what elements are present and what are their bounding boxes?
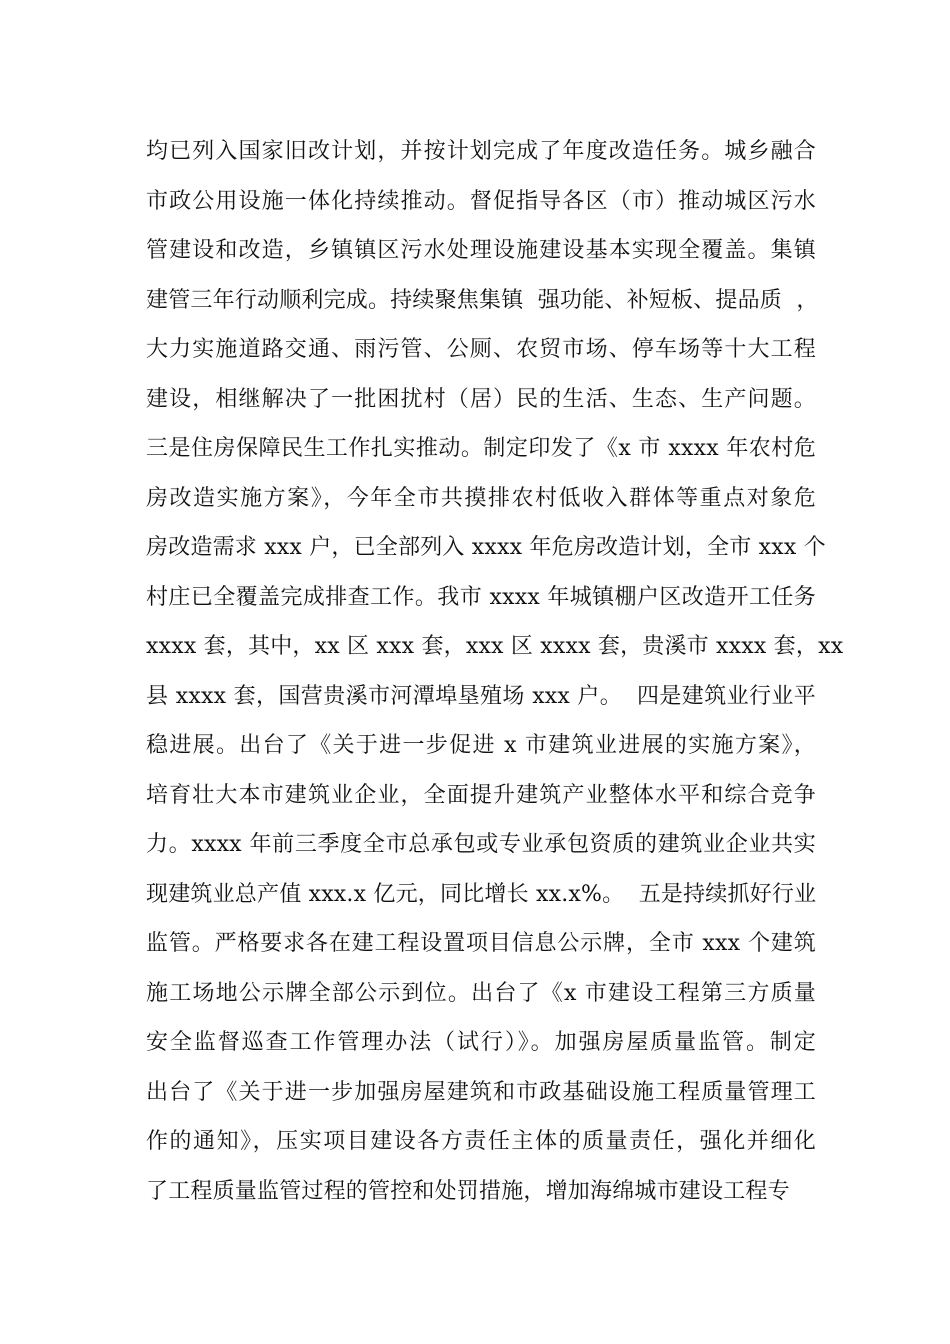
text-line: 培育壮大本市建筑业企业，全面提升建筑产业整体水平和综合竞争 xyxy=(146,782,816,808)
text-line: 施工场地公示牌全部公示到位。出台了《x 市建设工程第三方质量 xyxy=(146,980,816,1006)
text-line: 作的通知》，压实项目建设各方责任主体的质量责任，强化并细化 xyxy=(146,1129,816,1154)
text-line: xxxx 套，其中，xx 区 xxx 套，xxx 区 xxxx 套，贵溪市 xxxx 套，xx xyxy=(146,634,844,659)
text-line: 县 xxxx 套，国营贵溪市河潭埠垦殖场 xxx 户。 四是建筑业行业平 xyxy=(146,683,816,709)
text-line: 房改造实施方案》，今年全市共摸排农村低收入群体等重点对象危 xyxy=(146,485,816,511)
text-line: 三是住房保障民生工作扎实推动。制定印发了《x 市 xxxx 年农村危 xyxy=(146,436,816,461)
text-line: 稳进展。出台了《关于进一步促进 x 市建筑业进展的实施方案》， xyxy=(146,733,816,758)
text-line: 建设，相继解决了一批困扰村（居）民的生活、生态、生产问题。 xyxy=(146,386,816,412)
text-line: 出台了《关于进一步加强房屋建筑和市政基础设施工程质量管理工 xyxy=(146,1079,816,1105)
text-line: 房改造需求 xxx 户，已全部列入 xxxx 年危房改造计划，全市 xxx 个 xyxy=(146,535,826,560)
body-text xyxy=(146,132,844,1221)
text-line: 力。xxxx 年前三季度全市总承包或专业承包资质的建筑业企业共实 xyxy=(146,832,816,857)
text-line: 市政公用设施一体化持续推动。督促指导各区（市）推动城区污水 xyxy=(146,188,816,214)
text-line: 村庄已全覆盖完成排查工作。我市 xxxx 年城镇棚户区改造开工任务 xyxy=(146,584,816,610)
text-line: 管建设和改造，乡镇镇区污水处理设施建设基本实现全覆盖。集镇 xyxy=(146,238,816,263)
text-line: 大力实施道路交通、雨污管、公厕、农贸市场、停车场等十大工程 xyxy=(146,337,816,362)
text-line: 现建筑业总产值 xxx.x 亿元，同比增长 xx.x%。 五是持续抓好行业 xyxy=(146,881,817,907)
text-line: 均已列入国家旧改计划，并按计划完成了年度改造任务。城乡融合 xyxy=(146,139,816,164)
text-line: 监管。严格要求各在建工程设置项目信息公示牌，全市 xxx 个建筑 xyxy=(146,931,816,956)
text-line: 了工程质量监管过程的管控和处罚措施，增加海绵城市建设工程专 xyxy=(146,1178,790,1204)
text-line: 建管三年行动顺利完成。持续聚焦集镇 强功能、补短板、提品质 ， xyxy=(146,287,819,313)
text-line: 安全监督巡查工作管理办法（试行）》。加强房屋质量监管。制定 xyxy=(146,1030,816,1055)
